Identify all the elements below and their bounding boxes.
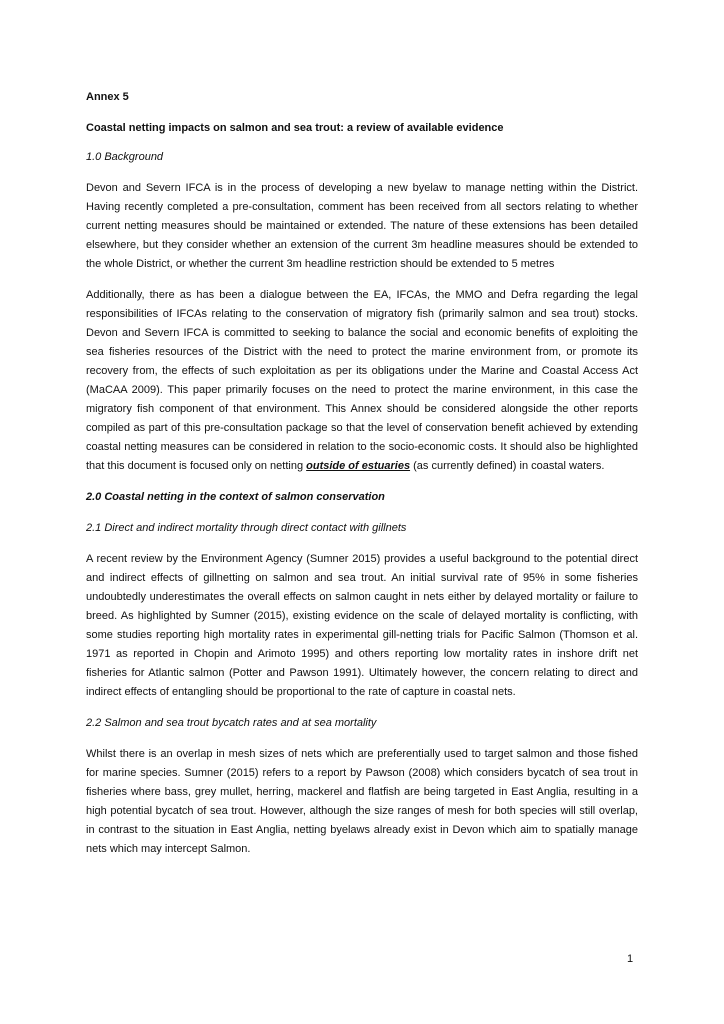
section-heading-2-1: 2.1 Direct and indirect mortality through direct contact with gillnets xyxy=(86,522,407,534)
document-title: Coastal netting impacts on salmon and sea trout: a review of available evidence xyxy=(86,122,504,134)
section-heading-2-2: 2.2 Salmon and sea trout bycatch rates and at sea mortality xyxy=(86,717,377,729)
annex-label: Annex 5 xyxy=(86,91,129,103)
paragraph-background-2 xyxy=(86,286,638,476)
paragraph-background-2-part2: (as currently defined) in coastal waters. xyxy=(410,460,605,472)
paragraph-background-2-part1: Additionally, there as has been a dialogue between the EA, IFCAs, the MMO and Defra regarding the legal responsibilities of IFCAs relating to the conservation of migratory fish (primarily salmon and sea trout) stocks. Devon and Severn IFCA is committed to seeking to balance the social and economic benefits of exploiting the sea fisheries resources of the District with the need to protect the marine environment from, or promote its recovery from, the effects of such exploitation as per its obligations under the Marine and Coastal Access Act (MaCAA 2009). This paper primarily focuses on the need to protect the marine environment, in this case the migratory fish component of that environment. This Annex should be considered alongside the other reports compiled as part of this pre-consultation package so that the level of conservation benefit achieved by extending coastal netting measures can be considered in relation to the socio-economic costs. It should also be highlighted that this document is focused only on netting xyxy=(86,289,638,472)
emphasis-outside-estuaries: outside of estuaries xyxy=(306,460,411,472)
section-heading-background: 1.0 Background xyxy=(86,151,164,163)
paragraph-background-1: Devon and Severn IFCA is in the process of developing a new byelaw to manage netting within the District. Having recently completed a pre-consultation, comment has been received from all sectors relating to whether current netting measures should be maintained or extended. The nature of these extensions has been detailed elsewhere, but they consider whether an extension of the current 3m headline measures should be extended to the whole District, or whether the current 3m headline restriction should be extended to 5 metres xyxy=(86,182,638,270)
paragraph-section-2-1: A recent review by the Environment Agency (Sumner 2015) provides a useful background to the potential direct and indirect effects of gillnetting on salmon and sea trout. An initial survival rate of 95% in some fisheries undoubtedly underestimates the overall effects on salmon caught in nets either by delayed mortality or failure to breed. As highlighted by Sumner (2015), existing evidence on the scale of delayed mortality is conflicting, with some studies reporting high mortality rates in experimental gill-netting trials for Pacific Salmon (Thomson et al. 1971 as reported in Chopin and Arimoto 1995) and others reporting low mortality rates in inshore drift net fisheries for Atlantic salmon (Potter and Pawson 1991). Ultimately however, the concern relating to direct and indirect effects of entangling should be proportional to the rate of capture in coastal nets. xyxy=(86,553,638,698)
section-heading-2: 2.0 Coastal netting in the context of salmon conservation xyxy=(86,491,385,503)
document-page xyxy=(86,88,638,871)
paragraph-section-2-2: Whilst there is an overlap in mesh sizes of nets which are preferentially used to target salmon and those fished for marine species. Sumner (2015) refers to a report by Pawson (2008) which considers bycatch of sea trout in fisheries where bass, grey mullet, herring, mackerel and flatfish are being targeted in East Anglia, resulting in a high potential bycatch of sea trout. However, although the size ranges of mesh for both species will still overlap, in contrast to the situation in East Anglia, netting byelaws already exist in Devon which aim to spatially manage nets which may intercept Salmon. xyxy=(86,748,638,855)
page-number: 1 xyxy=(627,953,634,965)
